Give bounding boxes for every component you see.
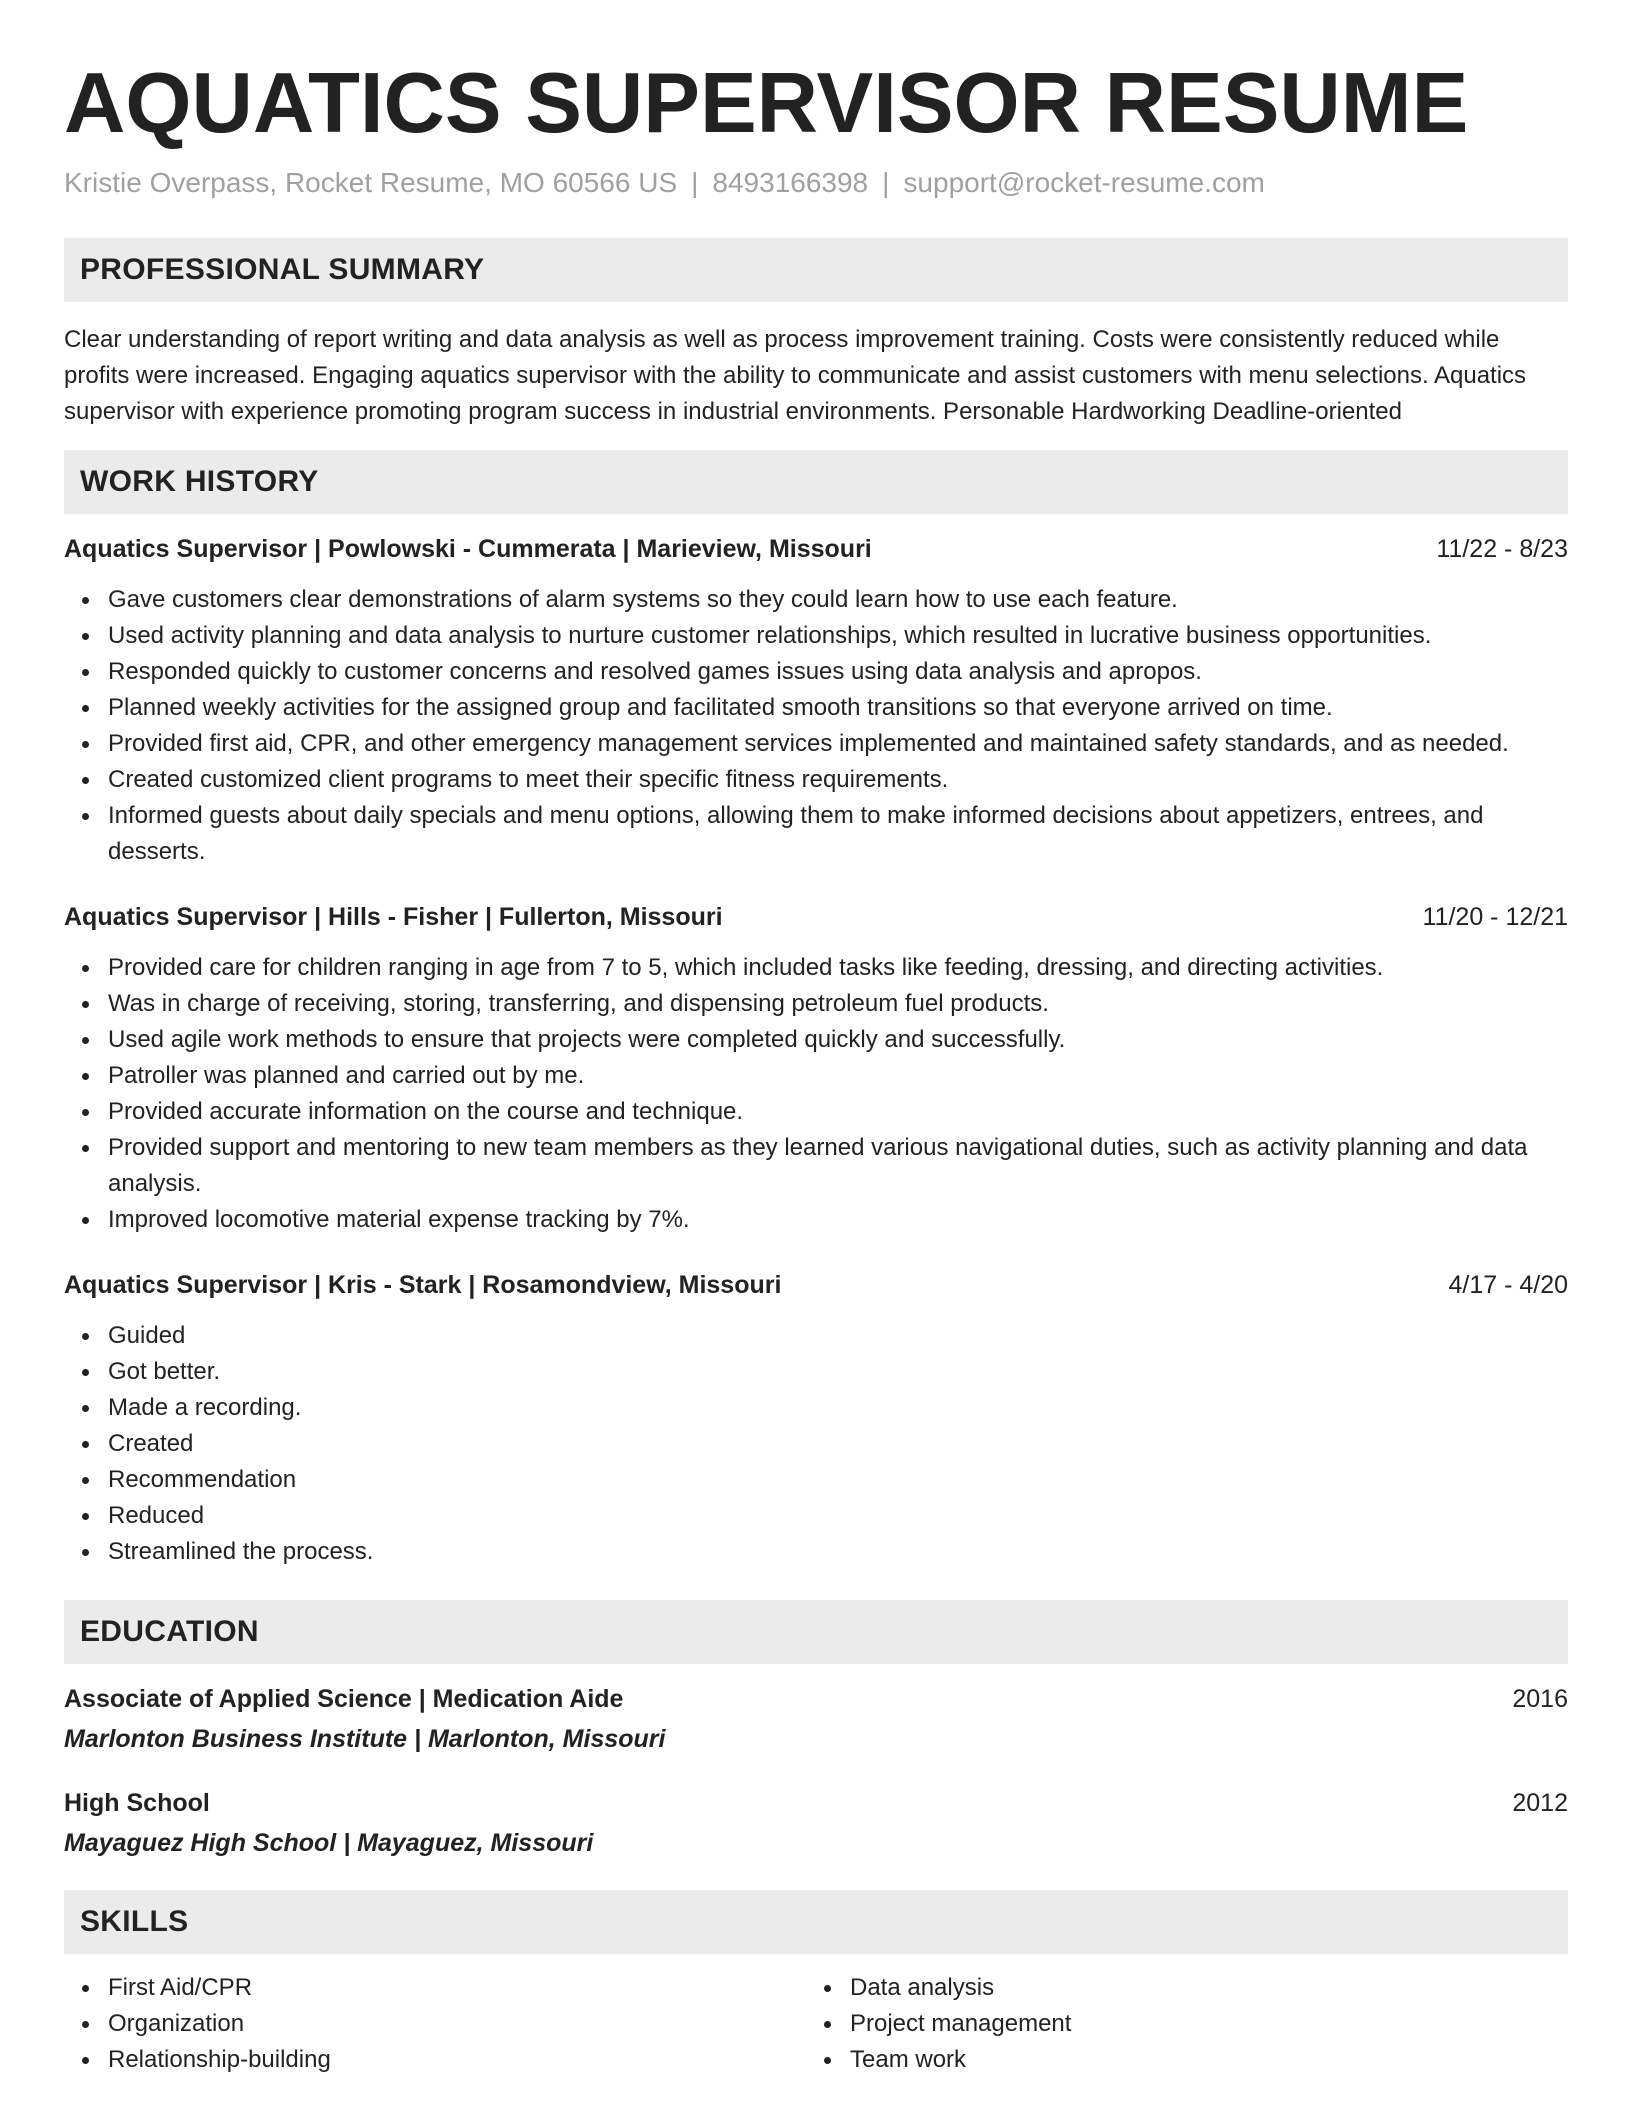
education-year: 2016: [1512, 1685, 1568, 1713]
job-duties-list: [64, 582, 1568, 870]
list-item: Created customized client programs to meet their specific fitness requirements.: [108, 762, 1568, 798]
education-degree: Associate of Applied Science | Medication Aide: [64, 1685, 624, 1713]
contact-phone: 8493166398: [712, 167, 869, 198]
education-year: 2012: [1512, 1789, 1568, 1817]
list-item: Provided care for children ranging in age from 7 to 5, which included tasks like feeding, dressing, and directing activities.: [108, 950, 1568, 986]
resume-page: [64, 0, 1568, 2078]
list-item: Used activity planning and data analysis to nurture customer relationships, which resulted in lucrative business opportunities.: [108, 618, 1568, 654]
skill-item: Relationship-building: [108, 2042, 806, 2078]
job-entry: [64, 1268, 1568, 1570]
skill-item: Data analysis: [850, 1970, 1548, 2006]
list-item: Created: [108, 1426, 1568, 1462]
skills-list: [64, 1970, 806, 2078]
job-header: [64, 532, 1568, 566]
skill-item: Project management: [850, 2006, 1548, 2042]
list-item: Provided first aid, CPR, and other emergency management services implemented and maintained safety standards, and as needed.: [108, 726, 1568, 762]
education-degree: High School: [64, 1789, 210, 1817]
skills-column-left: [64, 1970, 806, 2078]
education-school: Mayaguez High School | Mayaguez, Missouri: [64, 1829, 594, 1857]
job-header: [64, 1268, 1568, 1302]
education-header: [64, 1682, 1568, 1716]
list-item: Reduced: [108, 1498, 1568, 1534]
education-entry: [64, 1682, 1568, 1756]
education-school: Marlonton Business Institute | Marlonton, Missouri: [64, 1725, 666, 1753]
list-item: Patroller was planned and carried out by me.: [108, 1058, 1568, 1094]
education-entry: [64, 1786, 1568, 1860]
job-title: Aquatics Supervisor | Kris - Stark | Rosamondview, Missouri: [64, 1271, 782, 1299]
list-item: Recommendation: [108, 1462, 1568, 1498]
job-duties-list: [64, 1318, 1568, 1570]
job-dates: 11/20 - 12/21: [1422, 903, 1568, 931]
skill-item: Organization: [108, 2006, 806, 2042]
job-duties-list: [64, 950, 1568, 1238]
summary-text: Clear understanding of report writing and data analysis as well as process improvement training. Costs were consistently reduced while profits were increased. Engaging aquatics supervisor with the ability to communicate and assist customers with menu selections. Aquatics supervisor with experience promoting program success in industrial environments. Personable Hardworking Deadline-oriented: [64, 326, 1527, 425]
section-heading-skills: SKILLS: [64, 1890, 1568, 1954]
job-title: Aquatics Supervisor | Powlowski - Cummerata | Marieview, Missouri: [64, 535, 872, 563]
contact-line: [64, 166, 1568, 200]
contact-email: support@rocket-resume.com: [903, 167, 1265, 198]
list-item: Planned weekly activities for the assigned group and facilitated smooth transitions so that everyone arrived on time.: [108, 690, 1568, 726]
job-title: Aquatics Supervisor | Hills - Fisher | Fullerton, Missouri: [64, 903, 723, 931]
list-item: Improved locomotive material expense tracking by 7%.: [108, 1202, 1568, 1238]
list-item: Guided: [108, 1318, 1568, 1354]
list-item: Was in charge of receiving, storing, transferring, and dispensing petroleum fuel products.: [108, 986, 1568, 1022]
skill-item: Team work: [850, 2042, 1548, 2078]
list-item: Got better.: [108, 1354, 1568, 1390]
resume-title: AQUATICS SUPERVISOR RESUME: [64, 56, 1469, 151]
list-item: Gave customers clear demonstrations of alarm systems so they could learn how to use each feature.: [108, 582, 1568, 618]
section-heading-education: EDUCATION: [64, 1600, 1568, 1664]
job-header: [64, 900, 1568, 934]
section-heading-summary: PROFESSIONAL SUMMARY: [64, 238, 1568, 302]
section-heading-work-history: WORK HISTORY: [64, 450, 1568, 514]
job-entry: [64, 900, 1568, 1238]
list-item: Provided support and mentoring to new team members as they learned various navigational duties, such as activity planning and data analysis.: [108, 1130, 1568, 1202]
skills-column-right: [806, 1970, 1548, 2078]
list-item: Streamlined the process.: [108, 1534, 1568, 1570]
contact-separator: |: [691, 167, 699, 198]
contact-address: Kristie Overpass, Rocket Resume, MO 60566 US: [64, 167, 678, 198]
education-header: [64, 1786, 1568, 1820]
list-item: Responded quickly to customer concerns and resolved games issues using data analysis and apropos.: [108, 654, 1568, 690]
skills-grid: [64, 1970, 1568, 2078]
job-entry: [64, 532, 1568, 870]
skill-item: First Aid/CPR: [108, 1970, 806, 2006]
job-dates: 4/17 - 4/20: [1448, 1271, 1568, 1299]
list-item: Provided accurate information on the course and technique.: [108, 1094, 1568, 1130]
job-dates: 11/22 - 8/23: [1436, 535, 1568, 563]
list-item: Used agile work methods to ensure that projects were completed quickly and successfully.: [108, 1022, 1568, 1058]
skills-list: [806, 1970, 1548, 2078]
list-item: Informed guests about daily specials and menu options, allowing them to make informed decisions about appetizers, entrees, and desserts.: [108, 798, 1568, 870]
list-item: Made a recording.: [108, 1390, 1568, 1426]
contact-separator: |: [882, 167, 890, 198]
